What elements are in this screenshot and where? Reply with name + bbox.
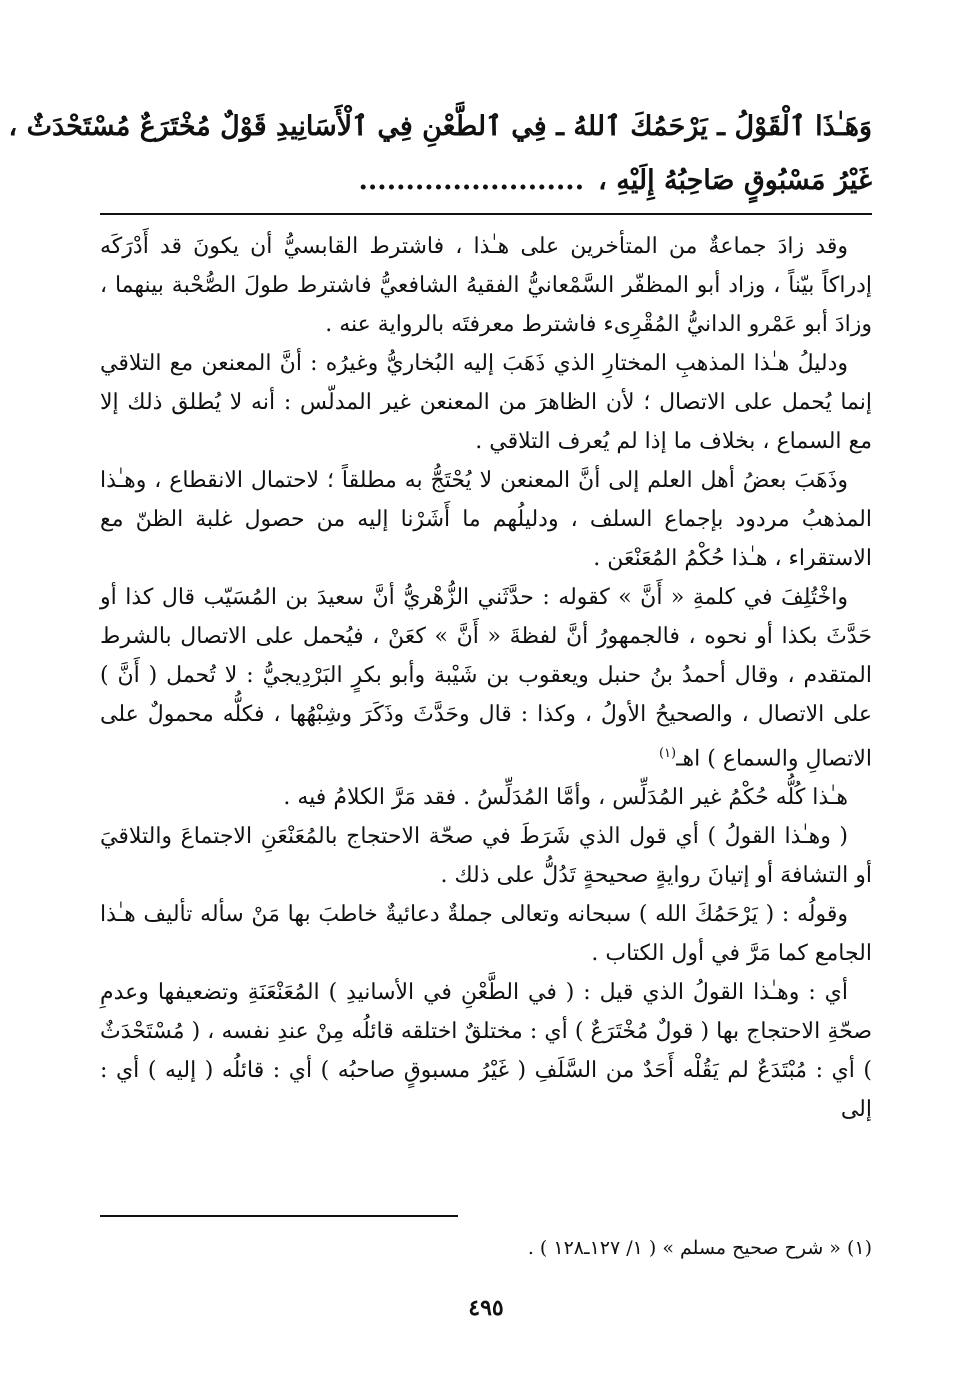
page xyxy=(8,90,872,1360)
paragraph-3: وذَهَبَ بعضُ أهل العلم إلى أنَّ المعنعن لا يُحْتَجُّ به مطلقاً ؛ لاحتمال الانقطاع ، وهـٰذا المذهبُ مردود بإجماع السلف ، ودليلُهم ما أَشَرْنا إليه من حصول غلبة الظنّ مع الاستقراء ، هـٰذا حُكْمُ المُعَنْعَن . xyxy=(100,468,872,571)
paragraph-4-text: واخْتُلِفَ في كلمةِ « أَنَّ » كقوله : حدَّثَني الزُّهْريُّ أنَّ سعيدَ بن المُسَيّب قال كذا أو حَدَّثَ بكذا أو نحوه ، فالجمهورُ أنَّ لفظةَ « أَنَّ » كعَنْ ، فيُحمل على الاتصال بالشرط المتقدم ، وقال أحمدُ بنُ حنبل ويعقوب بن شَيْبة وأبو بكرٍ البَرْدِيجيُّ : لا تُحمل ( أَنَّ ) على الاتصال ، والصحيحُ الأولُ ، وكذا : قال وحَدَّثَ وذَكَرَ وشِبْهُها ، فكلُّه محمولٌ على الاتصالِ والسماع ) اهـ xyxy=(100,585,872,772)
matn-dots: ........................ xyxy=(358,165,585,196)
footnote-marker: (١) xyxy=(658,746,677,761)
footnote: (١) « شرح صحيح مسلم » ( ١/ ١٢٧ـ١٢٨ ) . xyxy=(527,1237,872,1259)
paragraph-6: ( وهـٰذا القولُ ) أي قول الذي شَرَطَ في صحّة الاحتجاج بالمُعَنْعَنِ الاجتماعَ والتلاقيَ أو التشافهَ أو إتيانَ روايةٍ صحيحةٍ تَدُلُّ على ذلك . xyxy=(100,824,872,889)
paragraph-5: هـٰذا كُلُّه حُكْمُ غير المُدَلِّس ، وأمَّا المُدَلِّسُ . فقد مَرَّ الكلامُ فيه . xyxy=(283,785,848,811)
matn-line-1: وَهَـٰذَا ٱلْقَوْلُ ـ يَرْحَمُكَ ٱللهُ ـ فِي ٱلطَّعْنِ فِي ٱلْأَسَانِيدِ قَوْلٌ مُخْتَرَعٌ مُسْتَحْدَثٌ ، xyxy=(8,111,872,142)
matn-line-2-text: غَيْرُ مَسْبُوقٍ صَاحِبُهُ إِلَيْهِ ، xyxy=(598,165,872,196)
paragraph-7: وقولُه : ( يَرْحَمُكَ الله ) سبحانه وتعالى جملةٌ دعائيةٌ خاطبَ بها مَنْ سأله تأليف هـٰذا الجامع كما مَرَّ في أول الكتاب . xyxy=(100,902,872,967)
footnote-rule xyxy=(100,1215,458,1217)
paragraph-8: أي : وهـٰذا القولُ الذي قيل : ( في الطَّعْنِ في الأسانيدِ ) المُعَنْعَنَةِ وتضعيفها وعدمِ صحّةِ الاحتجاج بها ( قولٌ مُخْتَرَعٌ ) أي : مختلقٌ اختلقه قائلُه مِنْ عندِ نفسه ، ( مُسْتَحْدَثٌ ) أي : مُبْتَدَعٌ لم يَقُلْه أَحَدٌ من السَّلَفِ ( غَيْرُ مسبوقٍ صاحبُه ) أي : قائلُه ( إليه ) أي : إلى xyxy=(100,980,872,1123)
separator-rule xyxy=(100,213,872,215)
paragraph-1: وقد زادَ جماعةٌ من المتأخرين على هـٰذا ، فاشترط القابسيُّ أن يكونَ قد أَدْرَكَه إدراكاً بيّناً ، وزاد أبو المظفّر السَّمْعانيُّ الفقيهُ الشافعيُّ فاشترط طولَ الصُّحْبة بينهما ، وزادَ أبو عَمْرو الدانيُّ المُقْرِىء فاشترط معرفتَه بالرواية عنه . xyxy=(100,234,872,337)
paragraph-2: ودليلُ هـٰذا المذهبِ المختارِ الذي ذَهَبَ إليه البُخاريُّ وغيرُه : أنَّ المعنعن مع التلاقي إنما يُحمل على الاتصال ؛ لأن الظاهرَ من المعنعن غير المدلّس : أنه لا يُطلق ذلك إلا مع السماع ، بخلاف ما إذا لم يُعرف التلاقي . xyxy=(100,351,872,454)
page-number: ٤٩٥ xyxy=(468,1295,504,1321)
commentary xyxy=(100,227,872,1129)
matn-line-2 xyxy=(100,154,872,208)
paragraph-4 xyxy=(100,578,872,778)
matn-block xyxy=(8,100,872,208)
